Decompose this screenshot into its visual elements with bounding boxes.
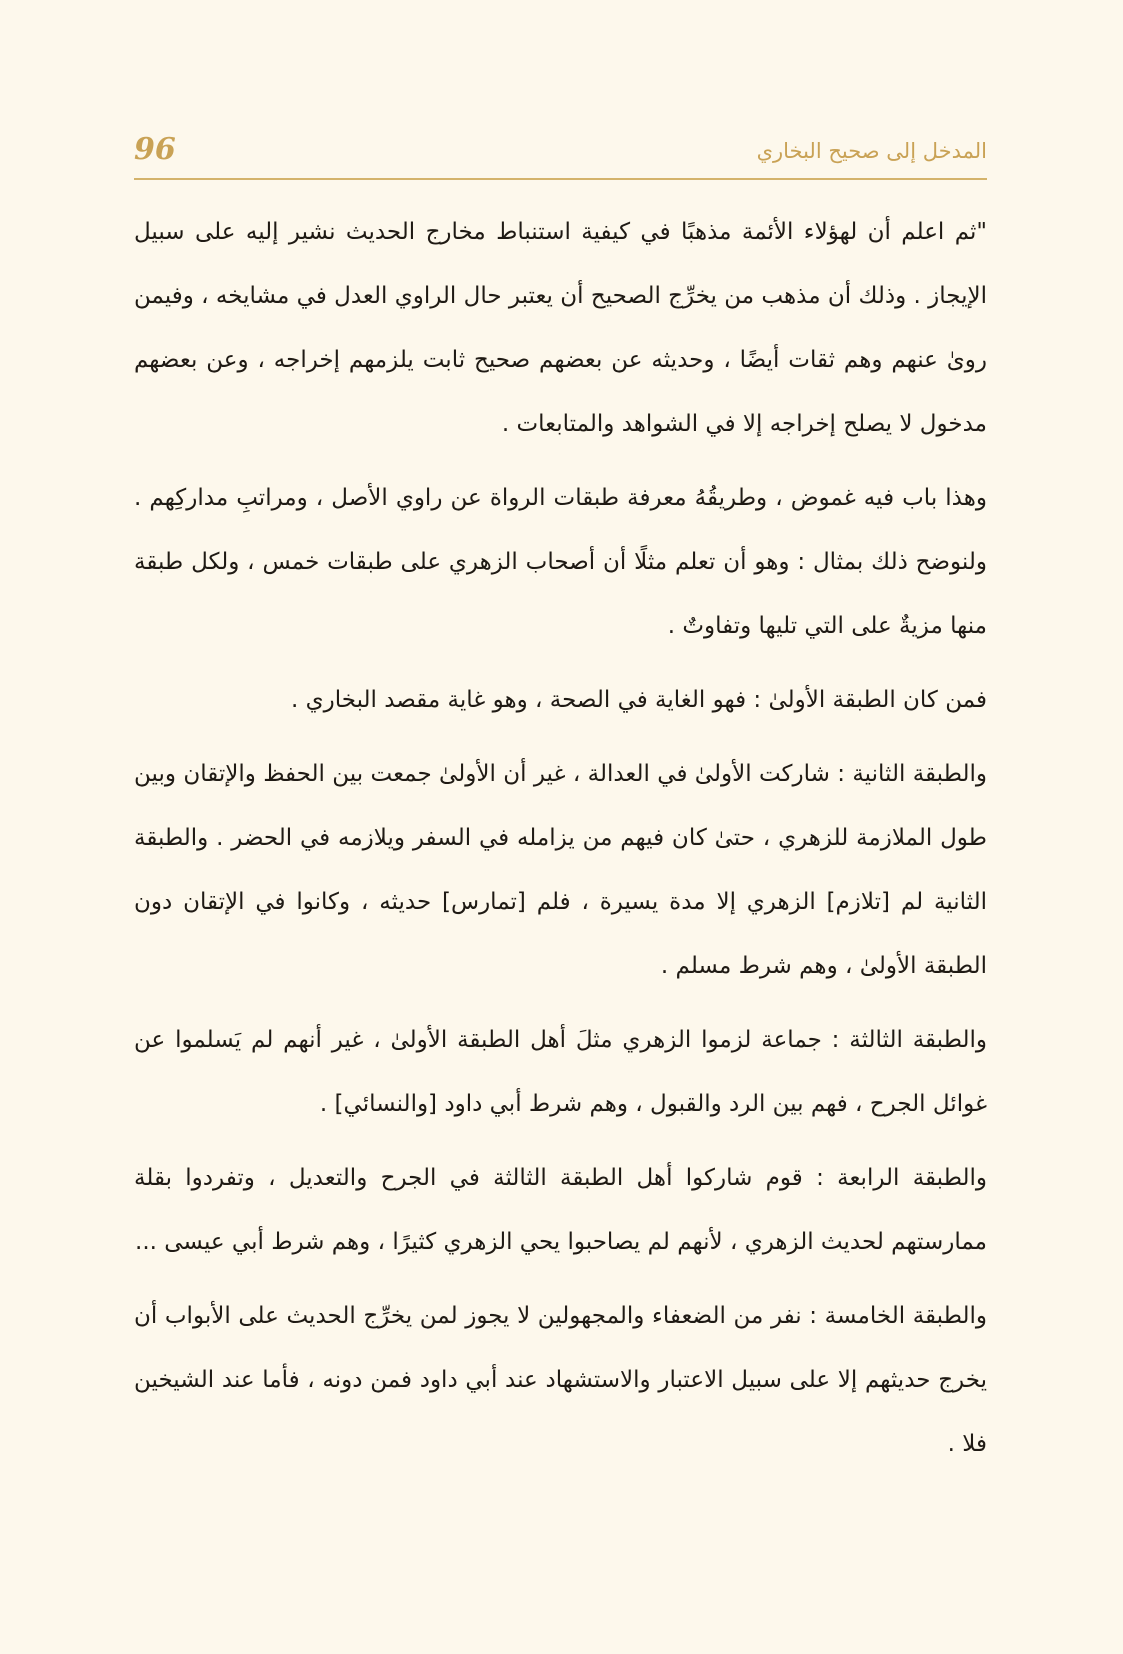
paragraph-7: والطبقة الخامسة : نفر من الضعفاء والمجهولين لا يجوز لمن يخرِّج الحديث على الأبواب أن يخرج حديثهم إلا على سبيل الاعتبار والاستشهاد عند أبي داود فمن دونه ، فأما عند الشيخين فلا . [134, 1303, 987, 1457]
page-number: 96 [134, 132, 176, 167]
running-title: المدخل إلى صحيح البخاري [756, 139, 987, 163]
body-text [134, 200, 987, 1486]
paragraph-5: والطبقة الثالثة : جماعة لزموا الزهري مثلَ أهل الطبقة الأولىٰ ، غير أنهم لم يَسلموا عن غوائل الجرح ، فهم بين الرد والقبول ، وهم شرط أبي داود [والنسائي] . [134, 1027, 987, 1117]
paragraph-3: فمن كان الطبقة الأولىٰ : فهو الغاية في الصحة ، وهو غاية مقصد البخاري . [290, 687, 987, 713]
header-rule [134, 178, 987, 180]
paragraph-1: "ثم اعلم أن لهؤلاء الأئمة مذهبًا في كيفية استنباط مخارج الحديث نشير إليه على سبيل الإيجاز . وذلك أن مذهب من يخرِّج الصحيح أن يعتبر حال الراوي العدل في مشايخه ، وفيمن روىٰ عنهم وهم ثقات أيضًا ، وحديثه عن بعضهم صحيح ثابت يلزمهم إخراجه ، وعن بعضهم مدخول لا يصلح إخراجه إلا في الشواهد والمتابعات . [134, 219, 987, 437]
paragraph-6: والطبقة الرابعة : قوم شاركوا أهل الطبقة الثالثة في الجرح والتعديل ، وتفردوا بقلة ممارستهم لحديث الزهري ، لأنهم لم يصاحبوا يحي الزهري كثيرًا ، وهم شرط أبي عيسى ... [134, 1165, 987, 1255]
page-header [134, 130, 987, 178]
paragraph-4: والطبقة الثانية : شاركت الأولىٰ في العدالة ، غير أن الأولىٰ جمعت بين الحفظ والإتقان وبين طول الملازمة للزهري ، حتىٰ كان فيهم من يزامله في السفر ويلازمه في الحضر . والطبقة الثانية لم [تلازم] الزهري إلا مدة يسيرة ، فلم [تمارس] حديثه ، وكانوا في الإتقان دون الطبقة الأولىٰ ، وهم شرط مسلم . [134, 761, 987, 979]
paragraph-2: وهذا باب فيه غموض ، وطريقُهُ معرفة طبقات الرواة عن راوي الأصل ، ومراتبِ مداركِهم . ولنوضح ذلك بمثال : وهو أن تعلم مثلًا أن أصحاب الزهري على طبقات خمس ، ولكل طبقة منها مزيةٌ على التي تليها وتفاوتٌ . [134, 485, 987, 639]
